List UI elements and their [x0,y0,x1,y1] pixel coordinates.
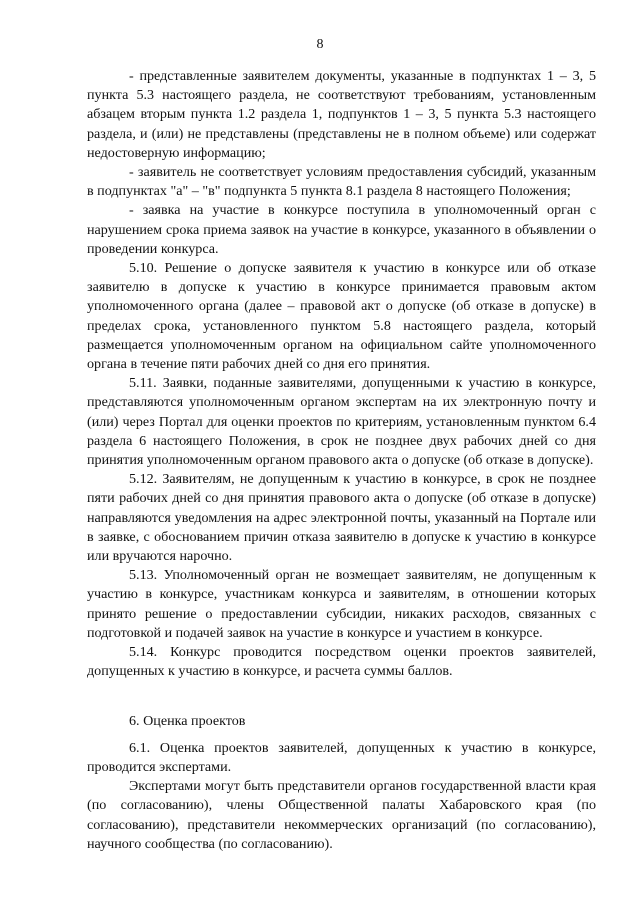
page-number: 8 [316,37,324,52]
paragraph-5-12: 5.12. Заявителям, не допущенным к участию в конкурсе, в срок не позднее пяти рабочих дней со дня принятия правового акта о допуске (об отказе в допуске) направляются уведомления на адрес электронной почты, указанный на Портале или в заявке, с обоснованием причин отказа заявителю в допуске к участию в конкурсе или вручаются нарочно. [87,471,596,565]
paragraph-6-1: 6.1. Оценка проектов заявителей, допущенных к участию в конкурсе, проводится экспертами. [87,739,596,775]
paragraph-5-10: 5.10. Решение о допуске заявителя к участию в конкурсе или об отказе заявителю в допуске к участию в конкурсе принимается правовым актом уполномоченного органа (далее – правовой акт о допуске (об отказе в допуске) в пределах срока, установленного пунктом 5.8 настоящего раздела, который размещается уполномоченным органом на официальном сайте уполномоченного органа в течение пяти рабочих дней со дня его принятия. [87,260,596,373]
paragraph-late-application: - заявка на участие в конкурсе поступила в уполномоченный орган с нарушением срока приема заявок на участие в конкурсе, указанного в объявлении о проведении конкурса. [87,202,596,257]
section-heading: 6. Оценка проектов [129,712,246,729]
paragraph-5-14: 5.14. Конкурс проводится посредством оценки проектов заявителей, допущенных к участию в конкурсе, и расчета суммы баллов. [87,644,596,680]
paragraph-5-11: 5.11. Заявки, поданные заявителями, допущенными к участию в конкурсе, представляются уполномоченным органом экспертам на их электронную почту и (или) через Портал для оценки проектов по критериям, установленным пунктом 6.4 раздела 6 настоящего Положения, в срок не позднее двух рабочих дней со дня принятия уполномоченным органом правового акта о допуске (об отказе в допуске). [87,375,596,469]
paragraph-experts: Экспертами могут быть представители органов государственной власти края (по согласованию), члены Общественной палаты Хабаровского края (по согласованию), представители некоммерческих организаций (по согласованию), научного сообщества (по согласованию). [87,778,596,852]
paragraph-applicant-noncompliant: - заявитель не соответствует условиям предоставления субсидий, указанным в подпунктах "а" – "в" подпункта 5 пункта 8.1 раздела 8 настоящего Положения; [87,164,596,200]
document-body [87,67,596,854]
paragraph-documents-noncompliant: - представленные заявителем документы, указанные в подпунктах 1 – 3, 5 пункта 5.3 настоящего раздела, не соответствуют требованиям, установленным абзацем вторым пункта 1.2 раздела 1, подпунктов 1 – 3, 5 пункта 5.3 настоящего раздела, и (или) не представлены (представлены не в полном объеме) или содержат недостоверную информацию; [87,68,596,161]
paragraph-5-13: 5.13. Уполномоченный орган не возмещает заявителям, не допущенным к участию в конкурсе, участникам конкурса и заявителям, в отношении которых принято решение о предоставлении субсидии, никаких расходов, связанных с подготовкой и подачей заявок на участие в конкурсе и участием в конкурсе. [87,567,596,641]
